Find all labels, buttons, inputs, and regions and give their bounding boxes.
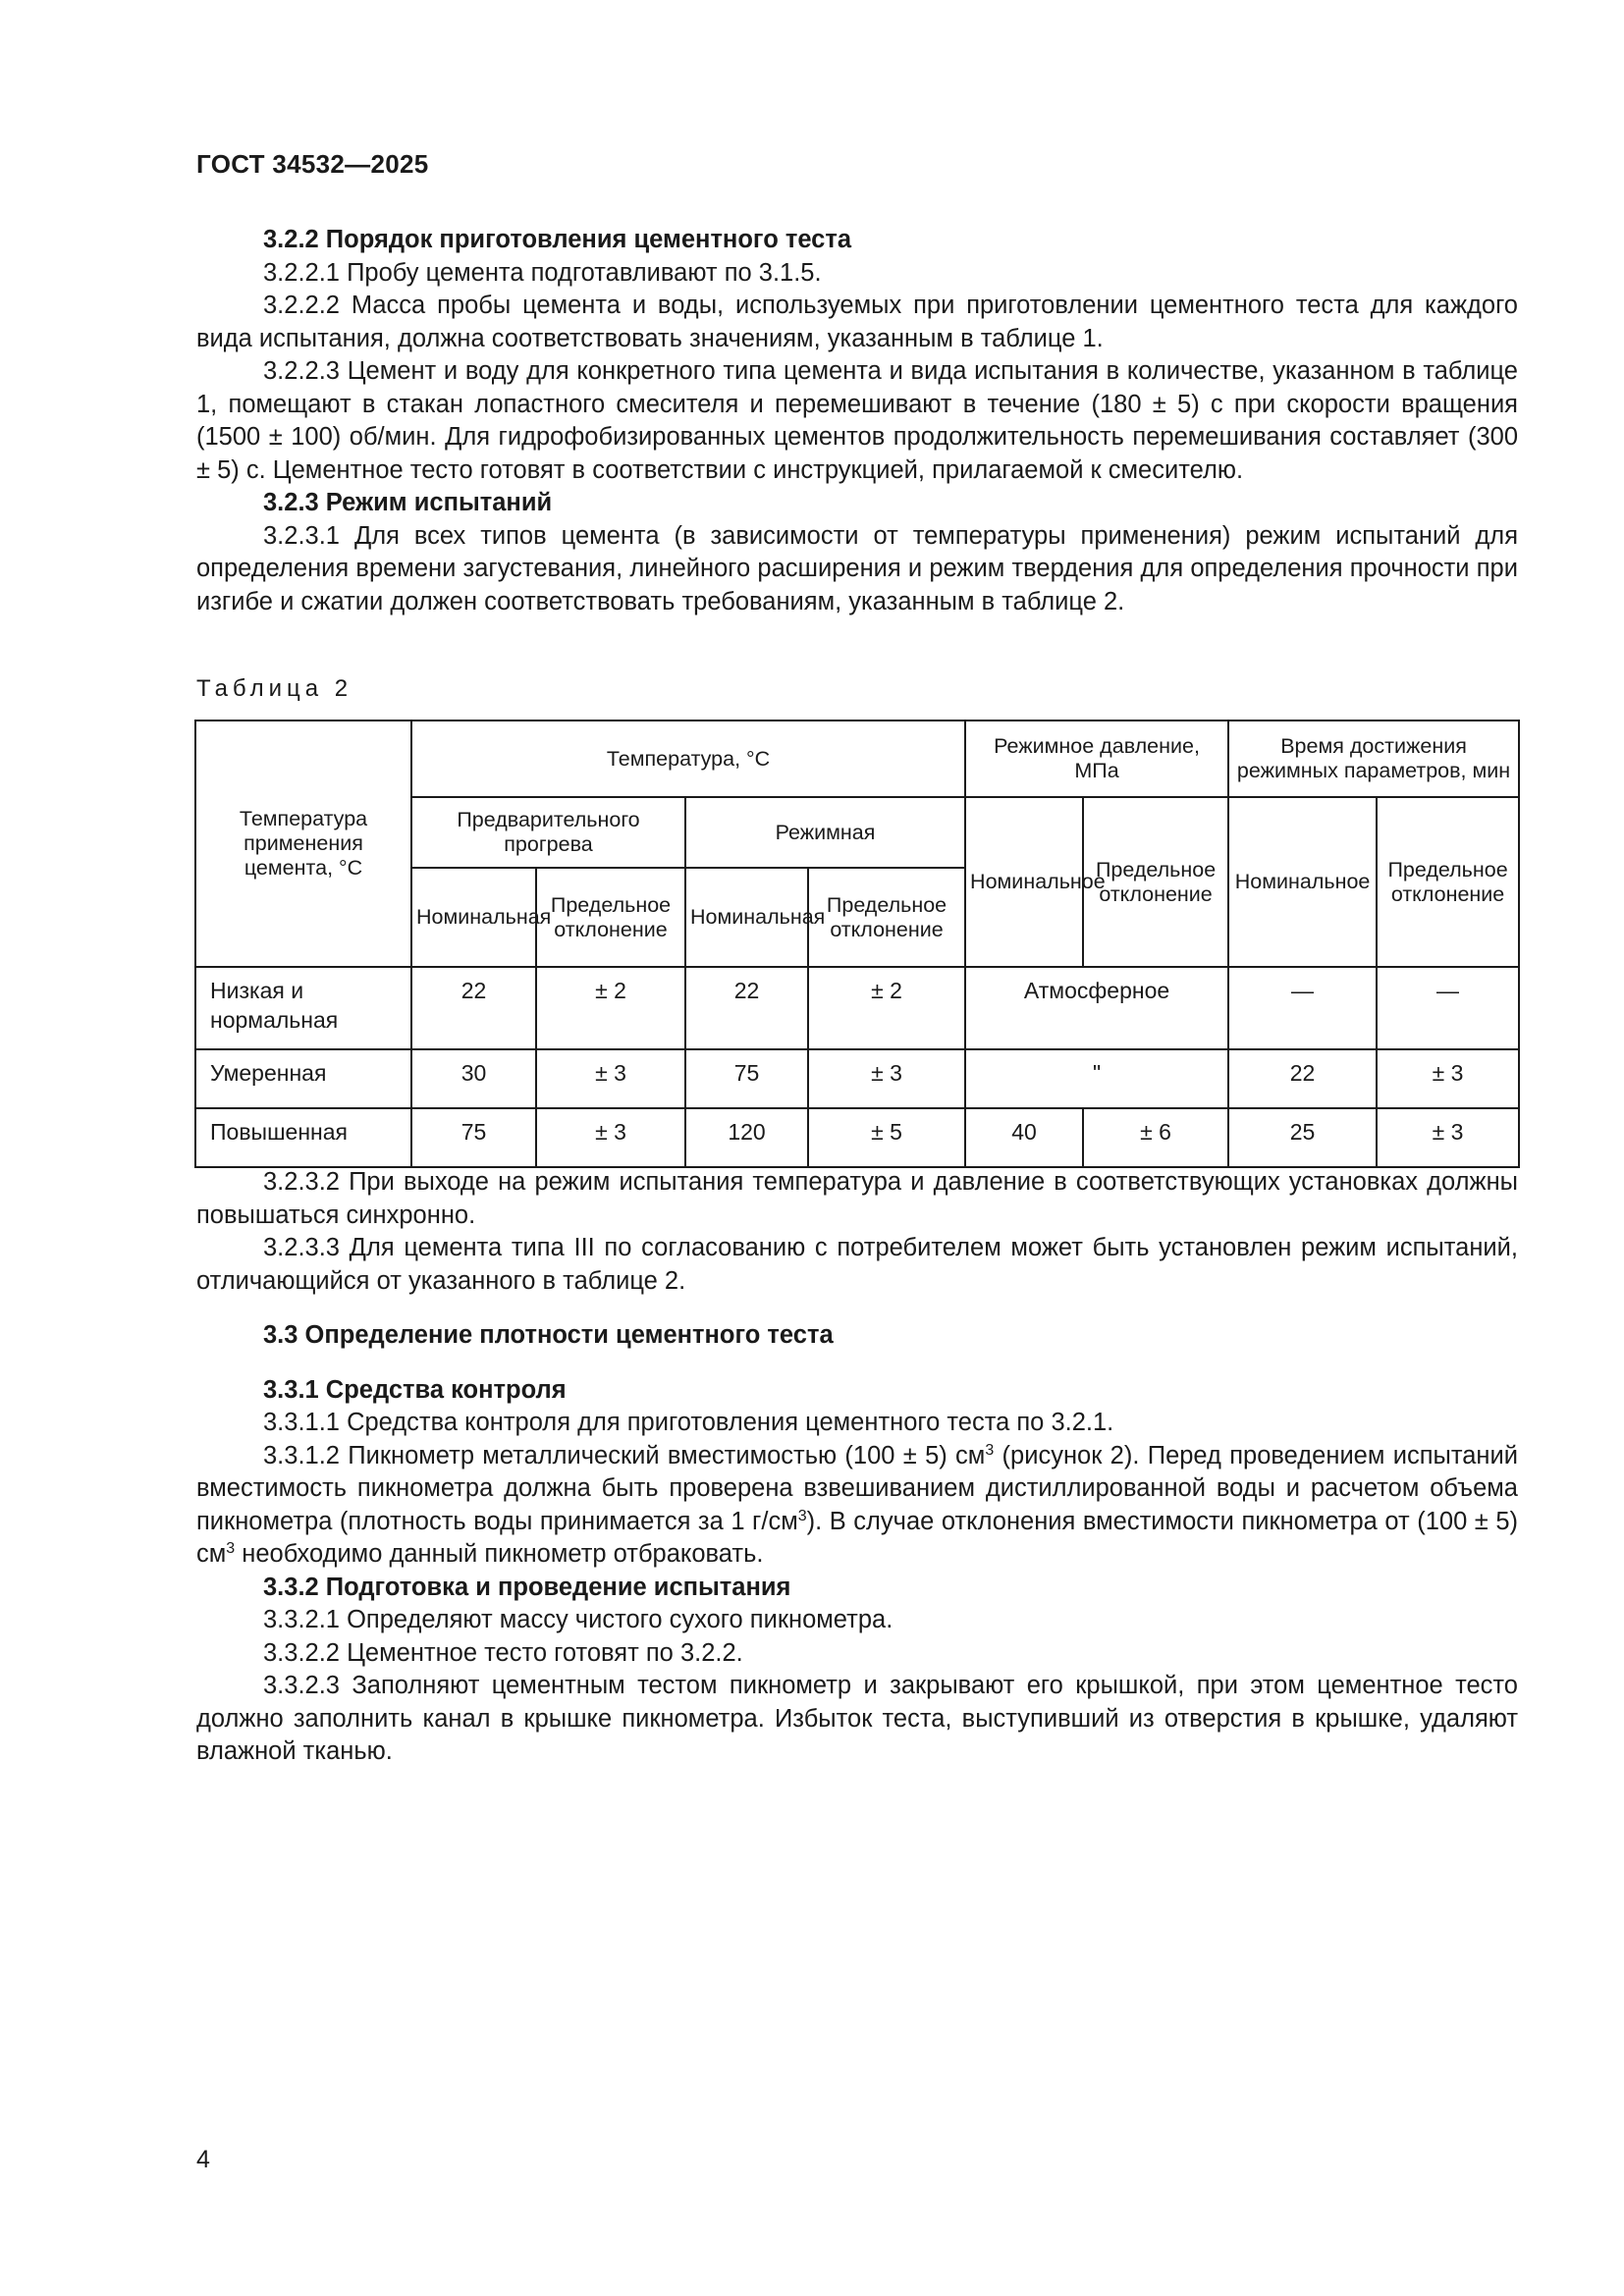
table-cell: 22 xyxy=(685,967,808,1049)
table-cell: 22 xyxy=(1228,1049,1377,1108)
text-run: (рисунок 2). Перед проведением испытаний вместимость пикнометра должна быть проверена взвешиванием дистиллированной воды и расчетом объема пикнометра (плотность воды принимается за 1 г/см xyxy=(196,1441,1518,1535)
table-cell: 25 xyxy=(1228,1108,1377,1167)
paragraph-3-3-1-2 xyxy=(196,1440,1518,1572)
header-preheat-nominal: Номинальная xyxy=(411,868,536,967)
header-time-deviation: Предельное отклонение xyxy=(1377,797,1519,967)
spacer xyxy=(196,1298,1518,1319)
table-header-row xyxy=(195,721,1519,797)
table-cell: 75 xyxy=(685,1049,808,1108)
row-label: Умеренная xyxy=(195,1049,411,1108)
table-cell: ± 3 xyxy=(1377,1108,1519,1167)
text-run: ). В случае отклонения вместимости пикнометра от (100 ± 5) см xyxy=(196,1507,1518,1568)
paragraph-3-3-2-3: 3.3.2.3 Заполняют цементным тестом пикнометр и закрывают его крышкой, при этом цементное тесто должно заполнить канал в крышке пикнометра. Избыток теста, выступивший из отверстия в крышке, удаляют влажной тканью. xyxy=(196,1672,1518,1765)
table-2 xyxy=(194,720,1520,1168)
heading-3-3-2: 3.3.2 Подготовка и проведение испытания xyxy=(263,1573,791,1601)
paragraph-3-2-3-1: 3.2.3.1 Для всех типов цемента (в зависимости от температуры применения) режим испытаний для определения времени загустевания, линейного расширения и режим твердения для определения прочности при изгибе и сжатии должен соответствовать требованиям, указанным в таблице 2. xyxy=(196,521,1518,615)
table-cell: — xyxy=(1228,967,1377,1049)
paragraph-3-2-2-1: 3.2.2.1 Пробу цемента подготавливают по 3.1.5. xyxy=(263,258,822,287)
heading-3-3: 3.3 Определение плотности цементного теста xyxy=(263,1321,834,1349)
header-time-nominal: Номинальное xyxy=(1228,797,1377,967)
table-cell: ± 3 xyxy=(536,1108,685,1167)
header-pressure-deviation: Предельное отклонение xyxy=(1083,797,1228,967)
paragraph-3-2-3-2: 3.2.3.2 При выходе на режим испытания температура и давление в соответствующих установках должны повышаться синхронно. xyxy=(196,1168,1518,1229)
table-cell: ± 2 xyxy=(808,967,965,1049)
heading-3-2-2: 3.2.2 Порядок приготовления цементного теста xyxy=(263,226,852,253)
header-mode-nominal: Номинальная xyxy=(685,868,808,967)
table-cell: " xyxy=(965,1049,1228,1108)
header-pressure: Режимное давление, МПа xyxy=(965,721,1228,797)
table-cell: ± 2 xyxy=(536,967,685,1049)
superscript: 3 xyxy=(226,1540,236,1557)
row-label: Низкая и нормальная xyxy=(195,967,411,1049)
section-after-table-block xyxy=(196,1166,1518,1769)
paragraph-3-3-2-2: 3.3.2.2 Цементное тесто готовят по 3.2.2. xyxy=(263,1638,743,1667)
paragraph-3-3-2-1: 3.3.2.1 Определяют массу чистого сухого пикнометра. xyxy=(263,1606,893,1633)
table-cell: 75 xyxy=(411,1108,536,1167)
superscript: 3 xyxy=(797,1507,807,1524)
document-id-header: ГОСТ 34532—2025 xyxy=(196,149,429,179)
table-caption: Таблица 2 xyxy=(196,675,353,702)
table-cell: ± 3 xyxy=(536,1049,685,1108)
table-cell: 30 xyxy=(411,1049,536,1108)
table-cell: 40 xyxy=(965,1108,1083,1167)
table-cell: ± 3 xyxy=(808,1049,965,1108)
header-mode: Режимная xyxy=(685,797,965,868)
table-cell: 120 xyxy=(685,1108,808,1167)
table-row xyxy=(195,1108,1519,1167)
header-temperature: Температура, °С xyxy=(411,721,965,797)
section-3-2-2-block xyxy=(196,224,1518,618)
paragraph-3-3-1-1: 3.3.1.1 Средства контроля для приготовления цементного теста по 3.2.1. xyxy=(263,1409,1114,1436)
row-label: Повышенная xyxy=(195,1108,411,1167)
table-cell: Атмосферное xyxy=(965,967,1228,1049)
table-cell: — xyxy=(1377,967,1519,1049)
table-cell: ± 3 xyxy=(1377,1049,1519,1108)
table-cell: ± 6 xyxy=(1083,1108,1228,1167)
superscript: 3 xyxy=(985,1441,995,1459)
header-application-temp: Температура применения цемента, °С xyxy=(195,721,411,967)
page-number: 4 xyxy=(196,2146,210,2173)
paragraph-3-2-2-2: 3.2.2.2 Масса пробы цемента и воды, используемых при приготовлении цементного теста для каждого вида испытания, должна соответствовать значениям, указанным в таблице 1. xyxy=(196,292,1518,352)
header-preheat: Предварительного прогрева xyxy=(411,797,685,868)
table-cell: ± 5 xyxy=(808,1108,965,1167)
table-row xyxy=(195,1049,1519,1108)
text-run: 3.3.1.2 Пикнометр металлический вместимостью (100 ± 5) см xyxy=(263,1441,986,1469)
header-pressure-nominal: Номинальное xyxy=(965,797,1083,967)
heading-3-3-1: 3.3.1 Средства контроля xyxy=(263,1375,567,1404)
table-row xyxy=(195,967,1519,1049)
paragraph-3-2-2-3: 3.2.2.3 Цемент и воду для конкретного типа цемента и вида испытания в количестве, указанном в таблице 1, помещают в стакан лопастного смесителя и перемешивают в течение (180 ± 5) с при скорости вращения (1500 ± 100) об/мин. Для гидрофобизированных цементов продолжительность перемешивания составляет (300 ± 5) с. Цементное тесто готовят в соответствии с инструкцией, прилагаемой к смесителю. xyxy=(196,357,1518,484)
text-run: необходимо данный пикнометр отбраковать. xyxy=(235,1540,764,1568)
header-preheat-deviation: Предельное отклонение xyxy=(536,868,685,967)
header-time: Время достижения режимных параметров, мин xyxy=(1228,721,1519,797)
paragraph-3-2-3-3: 3.2.3.3 Для цемента типа III по согласованию с потребителем может быть установлен режим испытаний, отличающийся от указанного в таблице 2. xyxy=(196,1234,1518,1295)
header-mode-deviation: Предельное отклонение xyxy=(808,868,965,967)
table-cell: 22 xyxy=(411,967,536,1049)
spacer xyxy=(196,1353,1518,1374)
heading-3-2-3: 3.2.3 Режим испытаний xyxy=(263,489,553,516)
